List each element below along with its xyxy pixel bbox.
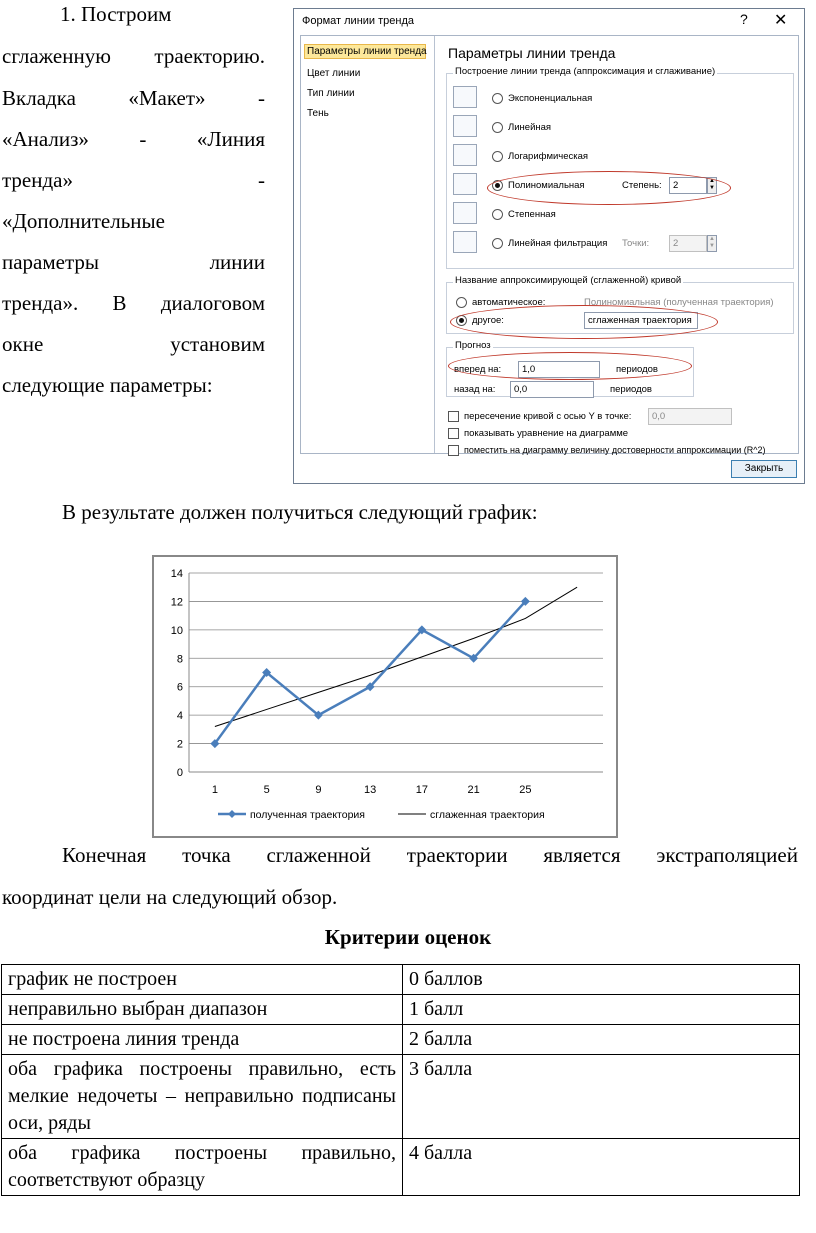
x-tick-label: 21 xyxy=(467,784,480,796)
y-tick-label: 8 xyxy=(176,653,183,666)
forward-input[interactable]: 1,0 xyxy=(518,361,600,378)
show-r2-checkbox[interactable] xyxy=(448,445,459,456)
series-line xyxy=(215,601,526,743)
y-tick-label: 2 xyxy=(176,738,183,751)
y-tick-label: 6 xyxy=(176,681,183,694)
option-label: Линейная фильтрация xyxy=(508,238,608,249)
group-title: Название аппроксимирующей (сглаженной) кривой xyxy=(455,275,682,286)
table-row xyxy=(2,965,800,995)
highlight-ellipse xyxy=(487,171,731,205)
step-line: параметры линии xyxy=(2,250,265,274)
radio-moving-average[interactable] xyxy=(492,238,503,249)
step-line: Вкладка «Макет» - xyxy=(2,86,265,110)
y-tick-label: 10 xyxy=(170,624,183,637)
table-row xyxy=(2,995,800,1025)
show-equation-label: показывать уравнение на диаграмме xyxy=(464,428,629,439)
exponential-trend-icon xyxy=(453,86,477,108)
y-tick-label: 4 xyxy=(176,710,183,723)
criterion-score: 0 баллов xyxy=(403,965,800,995)
table-row xyxy=(2,1055,800,1139)
radio-power[interactable] xyxy=(492,209,503,220)
close-button[interactable]: Закрыть xyxy=(731,460,797,478)
degree-input[interactable]: 2 xyxy=(669,177,707,194)
step-line: окне установим xyxy=(2,332,265,356)
highlight-ellipse xyxy=(448,352,692,380)
conclusion-line-2: координат цели на следующий обзор. xyxy=(2,885,338,909)
criterion-desc: оба графика построены правильно, соответствуют образцу xyxy=(2,1139,403,1196)
criterion-score: 1 балл xyxy=(403,995,800,1025)
forward-label: вперед на: xyxy=(454,364,502,375)
radio-auto-name[interactable] xyxy=(456,297,467,308)
forward-periods: периодов xyxy=(616,364,658,375)
step-line: 1. Построим xyxy=(60,2,172,26)
show-r2-label: поместить на диаграмму величину достоверности аппроксимации (R^2) xyxy=(464,445,766,455)
criterion-score: 2 балла xyxy=(403,1025,800,1055)
panel-title: Параметры линии тренда xyxy=(448,45,616,61)
nav-item-line-color[interactable]: Цвет линии xyxy=(307,68,361,79)
highlight-ellipse xyxy=(450,305,718,339)
criterion-score: 4 балла xyxy=(403,1139,800,1196)
option-label: Логарифмическая xyxy=(508,151,589,162)
legend-label: полученная траектория xyxy=(250,809,365,821)
step-line: «Анализ» - «Линия xyxy=(2,127,265,151)
option-label: Полиномиальная xyxy=(508,180,585,191)
nav-item-line-type[interactable]: Тип линии xyxy=(307,88,355,99)
backward-input[interactable]: 0,0 xyxy=(510,381,594,398)
x-tick-label: 1 xyxy=(211,784,218,796)
nav-item-shadow[interactable]: Тень xyxy=(307,108,329,119)
step-line: следующие параметры: xyxy=(2,373,213,397)
option-label: Экспоненциальная xyxy=(508,93,593,104)
custom-name-label: другое: xyxy=(472,315,504,326)
intercept-checkbox[interactable] xyxy=(448,411,459,422)
intercept-label: пересечение кривой с осью Y в точке: xyxy=(464,411,632,422)
criterion-desc: график не построен xyxy=(2,965,403,995)
step-line: «Дополнительные xyxy=(2,209,165,233)
trendline-dialog xyxy=(293,8,805,484)
criterion-score: 3 балла xyxy=(403,1055,800,1139)
params-panel xyxy=(442,36,798,453)
auto-name-label: автоматическое: xyxy=(472,297,546,308)
step-line: тренда» - xyxy=(2,168,265,192)
dialog-nav xyxy=(301,36,435,453)
dialog-body xyxy=(300,35,799,454)
y-tick-label: 12 xyxy=(170,596,183,609)
power-trend-icon xyxy=(453,202,477,224)
custom-name-input[interactable]: сглаженная траектория xyxy=(584,312,698,329)
x-tick-label: 5 xyxy=(263,784,270,796)
option-label: Линейная xyxy=(508,122,552,133)
step-line: тренда». В диалоговом xyxy=(2,291,265,315)
intercept-input[interactable]: 0,0 xyxy=(648,408,732,425)
criteria-table xyxy=(1,964,800,1196)
x-tick-label: 13 xyxy=(364,784,377,796)
help-icon[interactable]: ? xyxy=(740,11,748,27)
show-equation-checkbox[interactable] xyxy=(448,428,459,439)
radio-linear[interactable] xyxy=(492,122,503,133)
option-label: Степенная xyxy=(508,209,556,220)
radio-logarithmic[interactable] xyxy=(492,151,503,162)
degree-spinner[interactable]: ▲ ▼ xyxy=(707,177,717,194)
result-text: В результате должен получиться следующий график: xyxy=(62,500,538,524)
conclusion-line-1: Конечная точка сглаженной траектории является экстраполяцией xyxy=(62,843,798,867)
moving-average-icon xyxy=(453,231,477,253)
auto-name-value: Полиномиальная (полученная траектория) xyxy=(584,297,774,308)
x-tick-label: 25 xyxy=(519,784,532,796)
linear-trend-icon xyxy=(453,115,477,137)
step-line: сглаженную траекторию. xyxy=(2,44,265,68)
points-label: Точки: xyxy=(622,238,650,249)
backward-periods: периодов xyxy=(610,384,652,395)
degree-label: Степень: xyxy=(622,180,662,191)
close-icon[interactable]: ✕ xyxy=(774,12,788,29)
criterion-desc: оба графика построены правильно, есть мелкие недочеты – неправильно подписаны оси, ряды xyxy=(2,1055,403,1139)
legend-marker xyxy=(228,810,236,818)
points-input[interactable]: 2 xyxy=(669,235,707,252)
trajectory-chart xyxy=(152,555,618,838)
table-row xyxy=(2,1025,800,1055)
group-title: Построение линии тренда (аппроксимация и сглаживание) xyxy=(455,66,716,77)
x-tick-label: 9 xyxy=(315,784,322,796)
criterion-desc: неправильно выбран диапазон xyxy=(2,995,403,1025)
x-tick-label: 17 xyxy=(415,784,428,796)
table-row xyxy=(2,1139,800,1196)
backward-label: назад на: xyxy=(454,384,496,395)
points-spinner[interactable]: ▲ ▼ xyxy=(707,235,717,252)
chart-svg xyxy=(154,557,616,836)
polynomial-trend-icon xyxy=(453,173,477,195)
legend-label: сглаженная траектория xyxy=(430,809,545,821)
dialog-title: Формат линии тренда xyxy=(302,15,414,27)
y-tick-label: 0 xyxy=(176,767,183,779)
criteria-title: Критерии оценок xyxy=(324,925,492,949)
criterion-desc: не построена линия тренда xyxy=(2,1025,403,1055)
group-title: Прогноз xyxy=(455,340,491,351)
radio-exponential[interactable] xyxy=(492,93,503,104)
logarithmic-trend-icon xyxy=(453,144,477,166)
nav-item-trend-params[interactable]: Параметры линии тренда xyxy=(304,44,426,59)
y-tick-label: 14 xyxy=(170,568,183,580)
